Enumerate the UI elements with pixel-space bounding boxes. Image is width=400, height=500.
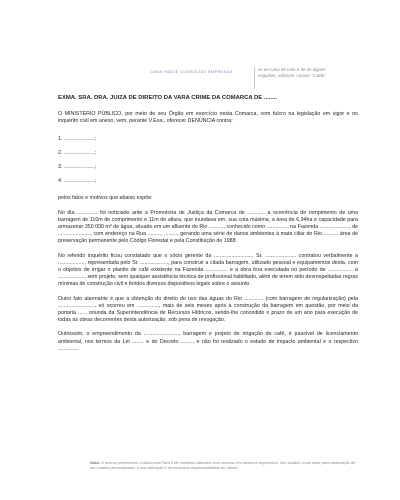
footer-note: [90, 460, 360, 470]
party-item: 3. .....................;: [58, 164, 97, 171]
header-brand-text: CASA INDICE CONSULTAS EMPRESAS: [150, 69, 233, 74]
facts-paragraph-3: Outro fato alarmante é que a obtenção do direito do uso das águas do Rio ............. (com barragem de regularização) pela .......................... só ocorreu em ..............., mais de seis meses após a construção da barragem em questão, por meio da portaria ....., oriunda da Superintendência de Recursos Hídricos, sendo-lhe concedido o prazo de um ano para execução de todas as obras decorrentes desta autorização, sob pena de revogação.: [58, 295, 358, 324]
intro-paragraph: O MINISTÉRIO PÚBLICO, por meio de seu Órgão em exercício nesta Comarca, com fulcro na legislação em vigor e no inquérito civil em anexo, vem, perante V.Exa., oferecer DENÚNCIA contra:: [58, 111, 358, 125]
header-note-text: se em uma de todo e de do alguns seguidas, adicione i xuarto "Caldo": [258, 67, 326, 78]
facts-paragraph-1: No dia .............. foi noticiado ante a Promotoria de Justiça da Comarca de ............ a ocorrência de rompimento de uma barragem de 110m de comprimento e 11m de altura, que inundava em, sua cota máxima, a área de 6,94ha e capacidade para armazenar 350 000 m³ de água, situado em um afluente do Rio .........., conhecido como .............., na Fazenda ...................., de ......................, com endereço na Rua ........., ........., gerando uma série de danos ambientes à mata ciliar do Rio .......... área de preservação permanente pelo Código Florestal e pela Constituição de 1988.: [58, 209, 358, 245]
page-header: [150, 67, 380, 89]
lead-paragraph: pelos fatos e motivos que abaixo expõe:: [58, 195, 153, 202]
party-item: 1. .....................;: [58, 135, 97, 142]
document-title: EXMA. SRA. DRA. JUIZA DE DIREITO DA VARA CRIME DA COMARCA DE ........: [58, 95, 277, 101]
facts-paragraph-2: No referido inquérito ficou constatado que o sócio gerente da ........................... Sr. ..................... contratou verbalmente a .................., representada pelo Sr. ..................., para construir a citada barragem, utilizado pessoal e equipamentos desta, com o objetivo de irrigar o plantio de café existente na Fazenda ............... e a obra fora executada no período de ................. a .................., sem projeto, sem qualquer assistência técnica de profissional habilitado, além de terem sido desrespeitadas regras mínimas de construção civil e feridos diversos dispositivos legais sobre o assunto.: [58, 252, 358, 288]
facts-paragraph-4: Outrossim, o empreendimento da ........................, barragem e projeto de irrigação de café, é passível de licenciamento ambiental, nos termos da Lei ........ e do Decreto ........, e não foi realizado o estudo de impacto ambiental e o respectivo ..............: [58, 331, 358, 352]
header-divider: [254, 67, 255, 89]
document-body: [58, 95, 358, 360]
party-item: 4. .....................;: [58, 178, 97, 185]
note-text: O acervo pertencente a Advocacia Fácil é de modelos utilizados com sucesso em diversos segmentos. Seu usuário como base para elaboração de um modelo personalizado, e sua utilização é de exclusiva responsabilidade do cliente.: [90, 460, 356, 470]
party-item: 2. .....................;: [58, 149, 97, 156]
note-label: Nota:: [90, 460, 100, 465]
